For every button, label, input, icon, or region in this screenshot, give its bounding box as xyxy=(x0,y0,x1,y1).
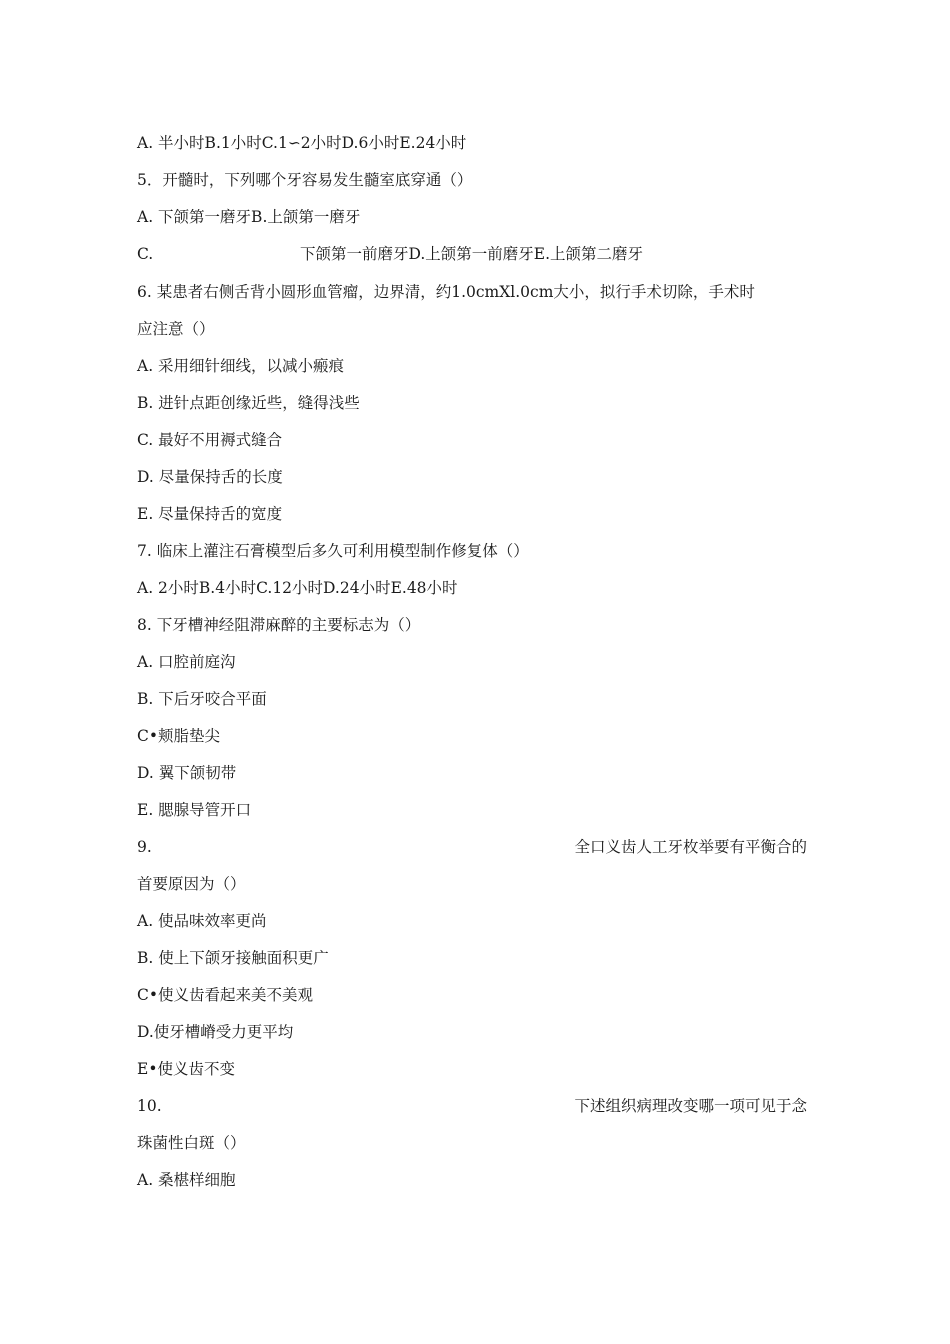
q9-option-d: D.使牙槽嵴受力更平均 xyxy=(137,1023,294,1041)
q6-option-b: B. 进针点距创缘近些，缝得浅些 xyxy=(137,394,360,412)
q9-question-cont: 首要原因为（） xyxy=(137,875,246,893)
q4-options: A. 半小时B.1小时C.1∽2小时D.6小时E.24小时 xyxy=(137,134,467,152)
q10-question-text: 下述组织病理改变哪一项可见于念 xyxy=(574,1097,807,1115)
q10-question-cont: 珠菌性白斑（） xyxy=(137,1134,246,1152)
q8-option-c: C•颊脂垫尖 xyxy=(137,727,221,745)
q5-question: 5．开髓时，下列哪个牙容易发生髓室底穿通（） xyxy=(137,171,473,189)
q8-question: 8. 下牙槽神经阻滞麻醉的主要标志为（） xyxy=(137,616,421,634)
q5-options-ab: A. 下颌第一磨牙B.上颌第一磨牙 xyxy=(137,208,361,226)
q6-option-a: A. 采用细针细线，以减小瘢痕 xyxy=(137,357,345,375)
q6-option-d: D. 尽量保持舌的长度 xyxy=(137,468,283,486)
q7-options: A. 2小时B.4小时C.12小时D.24小时E.48小时 xyxy=(137,579,458,597)
q5-options-cde xyxy=(137,242,807,266)
q9-option-a: A. 使品味效率更尚 xyxy=(137,912,267,930)
q9-option-c: C•使义齿看起来美不美观 xyxy=(137,986,314,1004)
q9-option-b: B. 使上下颌牙接触面积更广 xyxy=(137,949,329,967)
q10-number: 10. xyxy=(137,1097,162,1115)
q6-question-cont: 应注意（） xyxy=(137,320,215,338)
q7-question: 7. 临床上灌注石膏模型后多久可利用模型制作修复体（） xyxy=(137,542,529,560)
q6-option-e: E. 尽量保持舌的宽度 xyxy=(137,505,283,523)
q9-question xyxy=(137,835,807,859)
q10-question xyxy=(137,1094,807,1118)
q5-option-c-text: 下颌第一前磨牙D.上颌第一前磨牙E.上颌第二磨牙 xyxy=(300,245,644,263)
q10-option-a: A. 桑椹样细胞 xyxy=(137,1171,236,1189)
q8-option-d: D. 翼下颌韧带 xyxy=(137,764,237,782)
q9-option-e: E•使义齿不变 xyxy=(137,1060,235,1078)
q8-option-e: E. 腮腺导管开口 xyxy=(137,801,252,819)
q8-option-a: A. 口腔前庭沟 xyxy=(137,653,236,671)
q6-option-c: C. 最好不用褥式缝合 xyxy=(137,431,283,449)
q9-question-text: 全口义齿人工牙枚举要有平衡合的 xyxy=(574,838,807,856)
q6-question: 6. 某患者右侧舌背小圆形血管瘤，边界清，约1.0cmXl.0cm大小，拟行手术切除，手术时 xyxy=(137,283,755,301)
q8-option-b: B. 下后牙咬合平面 xyxy=(137,690,267,708)
q5-option-c-letter: C. xyxy=(137,245,154,263)
q9-number: 9. xyxy=(137,838,152,856)
